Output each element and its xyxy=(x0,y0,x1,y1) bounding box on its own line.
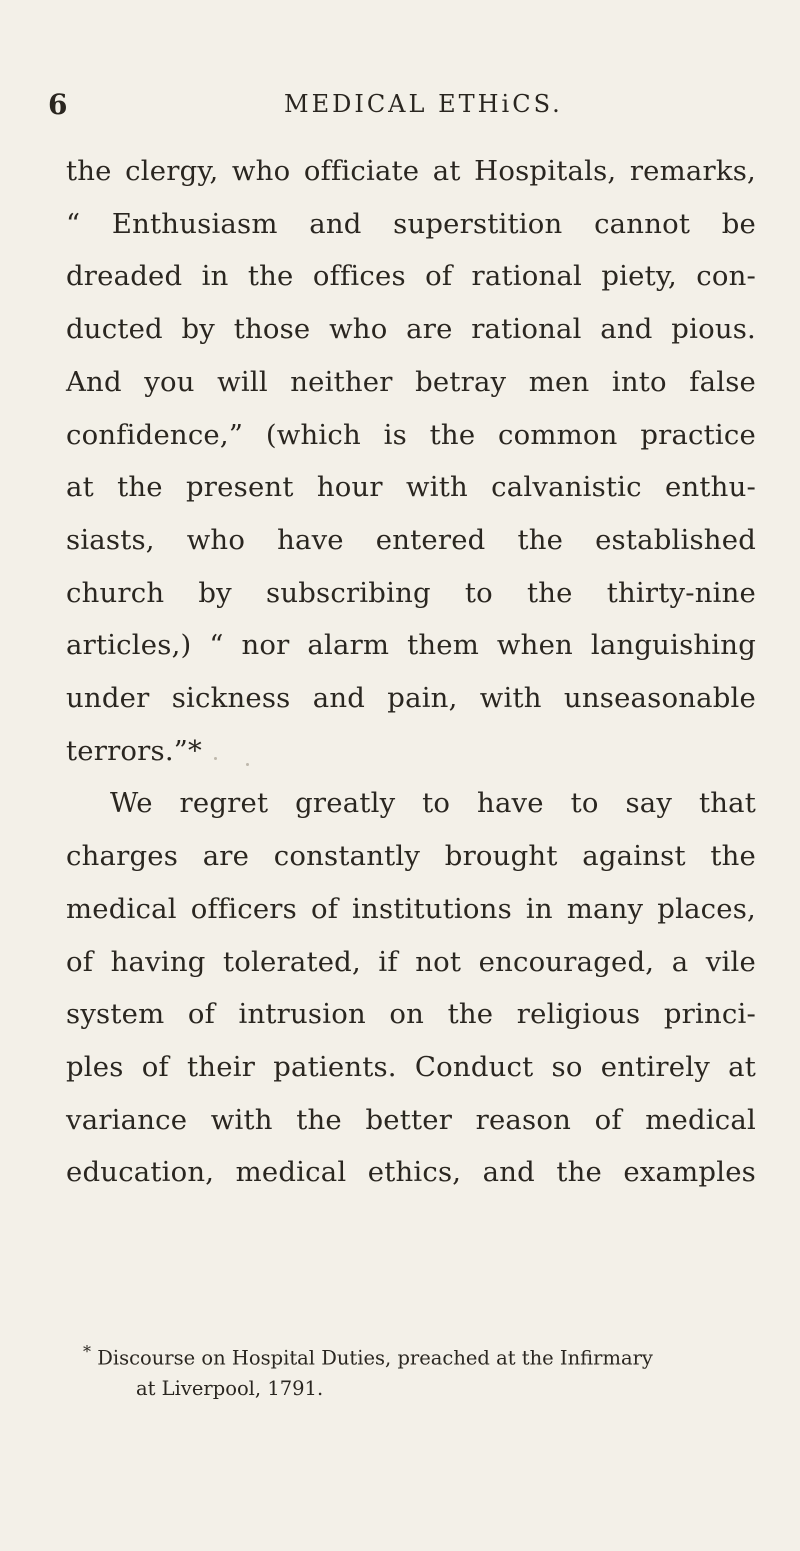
text-line: articles,) “ nor alarm them when languishing xyxy=(66,629,756,662)
text-line: dreaded in the offices of rational piety, con- xyxy=(66,260,756,293)
text-line: church by subscribing to the thirty-nine xyxy=(66,576,756,609)
running-head: MEDICAL ETHiCS. xyxy=(284,90,563,118)
text-line: system of intrusion on the religious princi- xyxy=(66,998,756,1031)
ink-speck xyxy=(246,763,249,766)
footnote-line: at Liverpool, 1791. xyxy=(136,1376,324,1400)
footnote-text: Discourse on Hospital Duties, preached at the Infirmary xyxy=(97,1346,653,1370)
text-line: siasts, who have entered the established xyxy=(66,523,756,556)
text-line: ples of their patients. Conduct so entirely at xyxy=(66,1050,756,1083)
text-line: charges are constantly brought against the xyxy=(66,840,756,873)
text-line: of having tolerated, if not encouraged, a vile xyxy=(66,945,756,978)
body-text xyxy=(66,145,756,1199)
text-line: variance with the better reason of medical xyxy=(66,1103,756,1136)
text-line: ducted by those who are rational and pious. xyxy=(66,313,756,346)
text-line: the clergy, who officiate at Hospitals, remarks, xyxy=(66,155,756,187)
text-line: at the present hour with calvanistic enthu- xyxy=(66,471,756,504)
text-line: And you will neither betray men into false xyxy=(66,365,756,398)
text-line: terrors.”* xyxy=(66,734,202,767)
text-line: “ Enthusiasm and superstition cannot be xyxy=(66,207,756,240)
page-header xyxy=(48,88,748,128)
text-line: We regret greatly to have to say that xyxy=(110,787,756,820)
text-line: confidence,” (which is the common practice xyxy=(66,418,756,451)
ink-speck xyxy=(214,757,217,760)
text-line: under sickness and pain, with unseasonable xyxy=(66,682,756,715)
footnote-line xyxy=(83,1337,753,1374)
footnote xyxy=(83,1337,753,1404)
page-number: 6 xyxy=(48,88,68,121)
text-line: education, medical ethics, and the examples xyxy=(66,1156,756,1189)
text-line: medical officers of institutions in many places, xyxy=(66,892,756,925)
footnote-marker: * xyxy=(83,1342,91,1361)
